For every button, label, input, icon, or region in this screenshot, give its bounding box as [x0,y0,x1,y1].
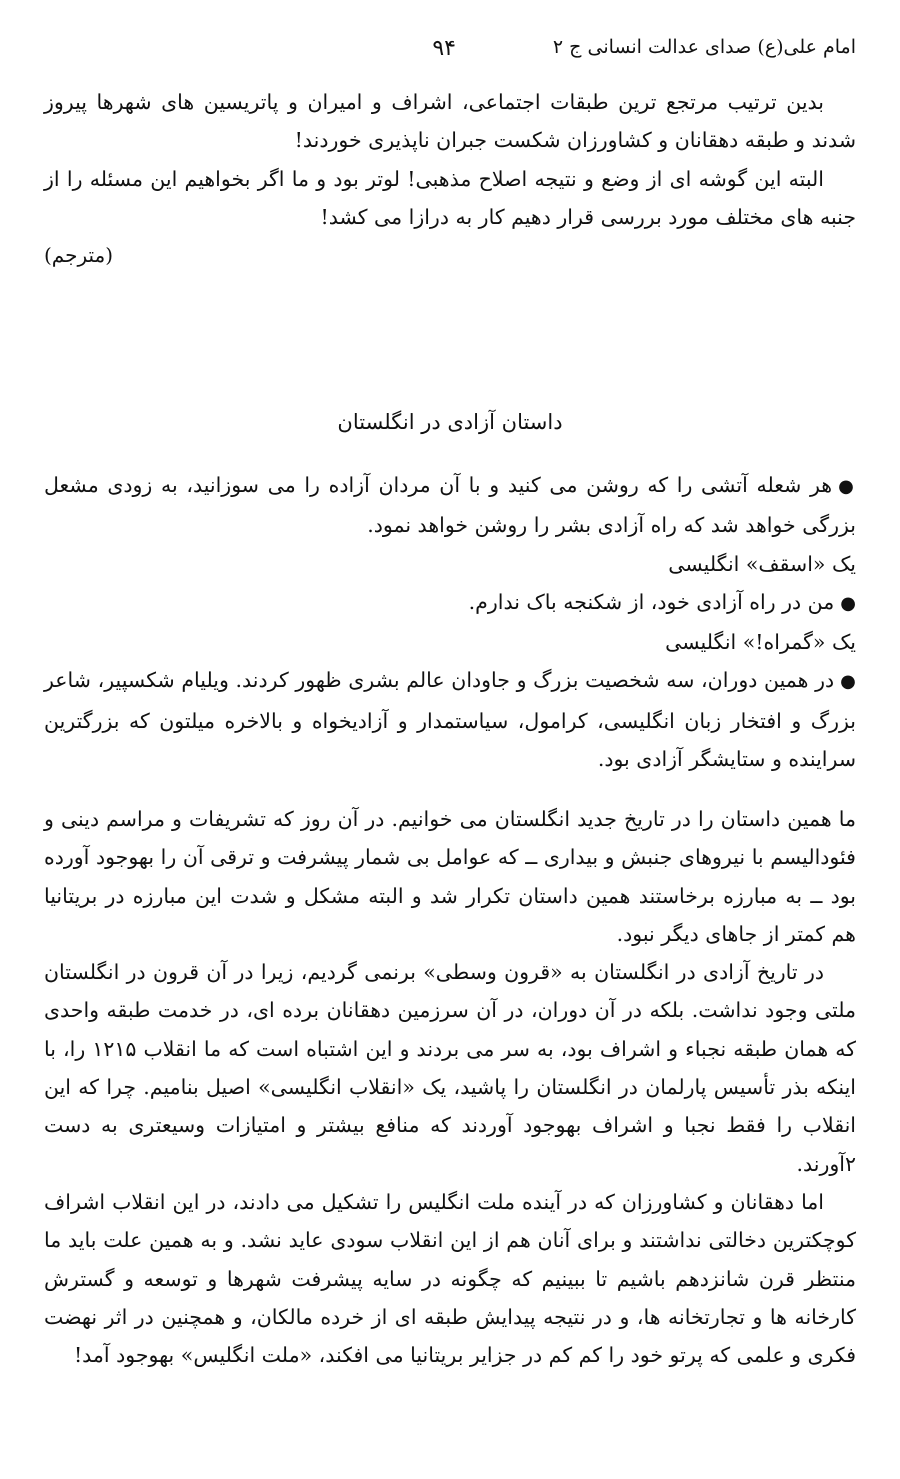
bullet-icon: ● [838,476,856,497]
epigraph-attribution: یک «اسقف» انگلیسی [668,551,856,576]
running-title: امام علی(ع) صدای عدالت انسانی ج ۲ [552,36,856,58]
page-number: ۹۴ [432,36,456,61]
epigraph-2 [44,583,856,623]
note-paragraph-2: البته این گوشه ای از وضع و نتیجه اصلاح مذهبی! لوتر بود و ما اگر بخواهیم این مسئله را از جنبه های مختلف مورد بررسی قرار دهیم کار به درازا می کشد! [44,166,856,229]
bullet-icon: ● [840,592,856,614]
translator-note [44,83,856,274]
main-text [44,800,856,1374]
body-paragraph-2: در تاریخ آزادی در انگلستان به «قرون وسطی» برنمی گردیم، زیرا در آن قرون در انگلستان ملتی وجود نداشت. بلکه در آن دوران، در آن سرزمین دهقانان برده ای، در خدمت طبقه واحدی که همان طبقه نجباء و اشراف بود، به سر می بردند و این اشتباه است که ما انقلاب ۱۲۱۵ را، با اینکه بذر تأسیس پارلمان در انگلستان را پاشید، یک «انقلاب انگلیسی» اصیل بنامیم. چرا که این انقلاب را فقط نجبا و اشراف بهوجود آوردند که منافع بیشتر و امتیازات وسیعتری به دست ۲آورند. [44,960,857,1176]
epigraph-attribution: یک «گمراه!» انگلیسی [665,630,856,655]
section-title: داستان آزادی در انگلستان [337,410,563,434]
book-page [44,0,856,1479]
body-paragraph-3: اما دهقانان و کشاورزان که در آینده ملت انگلیس را تشکیل می دادند، در این انقلاب اشراف کوچکترین دخالتی نداشتند و برای آنان هم از این انقلاب سودی عاید نشد. و به همین علت باید ما منتظر قرن شانزدهم باشیم تا ببینیم که چگونه در سایه پیشرفت شهرها و توسعه و گسترش کارخانه ها و تجارتخانه ها، و در نتیجه پیدایش طبقه ای از خرده مالکان، و همچنین در اثر نهضت فکری و علمی که پرتو خود را کم کم در جزایر بریتانیا می افکند، «ملت انگلیس» بهوجود آمد! [44,1189,856,1368]
epigraph-text: هر شعله آتشی را که روشن می کنید و با آن مردان آزاده را می سوزانید، به زودی مشعل بزرگی خواهد شد که راه آزادی بشر را روشن خواهد نمود. [44,473,856,538]
translator-signature: (مترجم) [44,243,114,268]
body-paragraph-1: ما همین داستان را در تاریخ جدید انگلستان می خوانیم. در آن روز که تشریفات و مراسم دینی و فئودالیسم با نیروهای جنبش و بیداری ــ که عوامل بی شمار پیشرفت و ترقی آن را بهوجود آورده بود ــ به مبارزه برخاستند همین داستان تکرار شد و البته مشکل و شدت این مبارزه در بریتانیا هم کمتر از جاهای دیگر نبود. [44,807,856,946]
epigraph-text: در همین دوران، سه شخصیت بزرگ و جاودان عالم بشری ظهور کردند. ویلیام شکسپیر، شاعر بزرگ و افتخار زبان انگلیسی، کرامول، سیاستمدار و آزادیخواه و بالاخره میلتون که بزرگترین سراینده و ستایشگر آزادی بود. [44,668,856,772]
bullet-icon: ● [840,671,856,693]
running-header [44,36,856,66]
note-paragraph-1: بدین ترتیب مرتجع ترین طبقات اجتماعی، اشراف و امیران و پاتریسین های شهرها پیروز شدند و طبقه دهقانان و کشاورزان شکست جبران ناپذیری خوردند! [44,90,856,153]
epigraphs [44,466,856,778]
epigraph-1 [44,466,856,545]
epigraph-text: من در راه آزادی خود، از شکنجه باک ندارم. [468,589,835,614]
epigraph-3 [44,661,856,778]
